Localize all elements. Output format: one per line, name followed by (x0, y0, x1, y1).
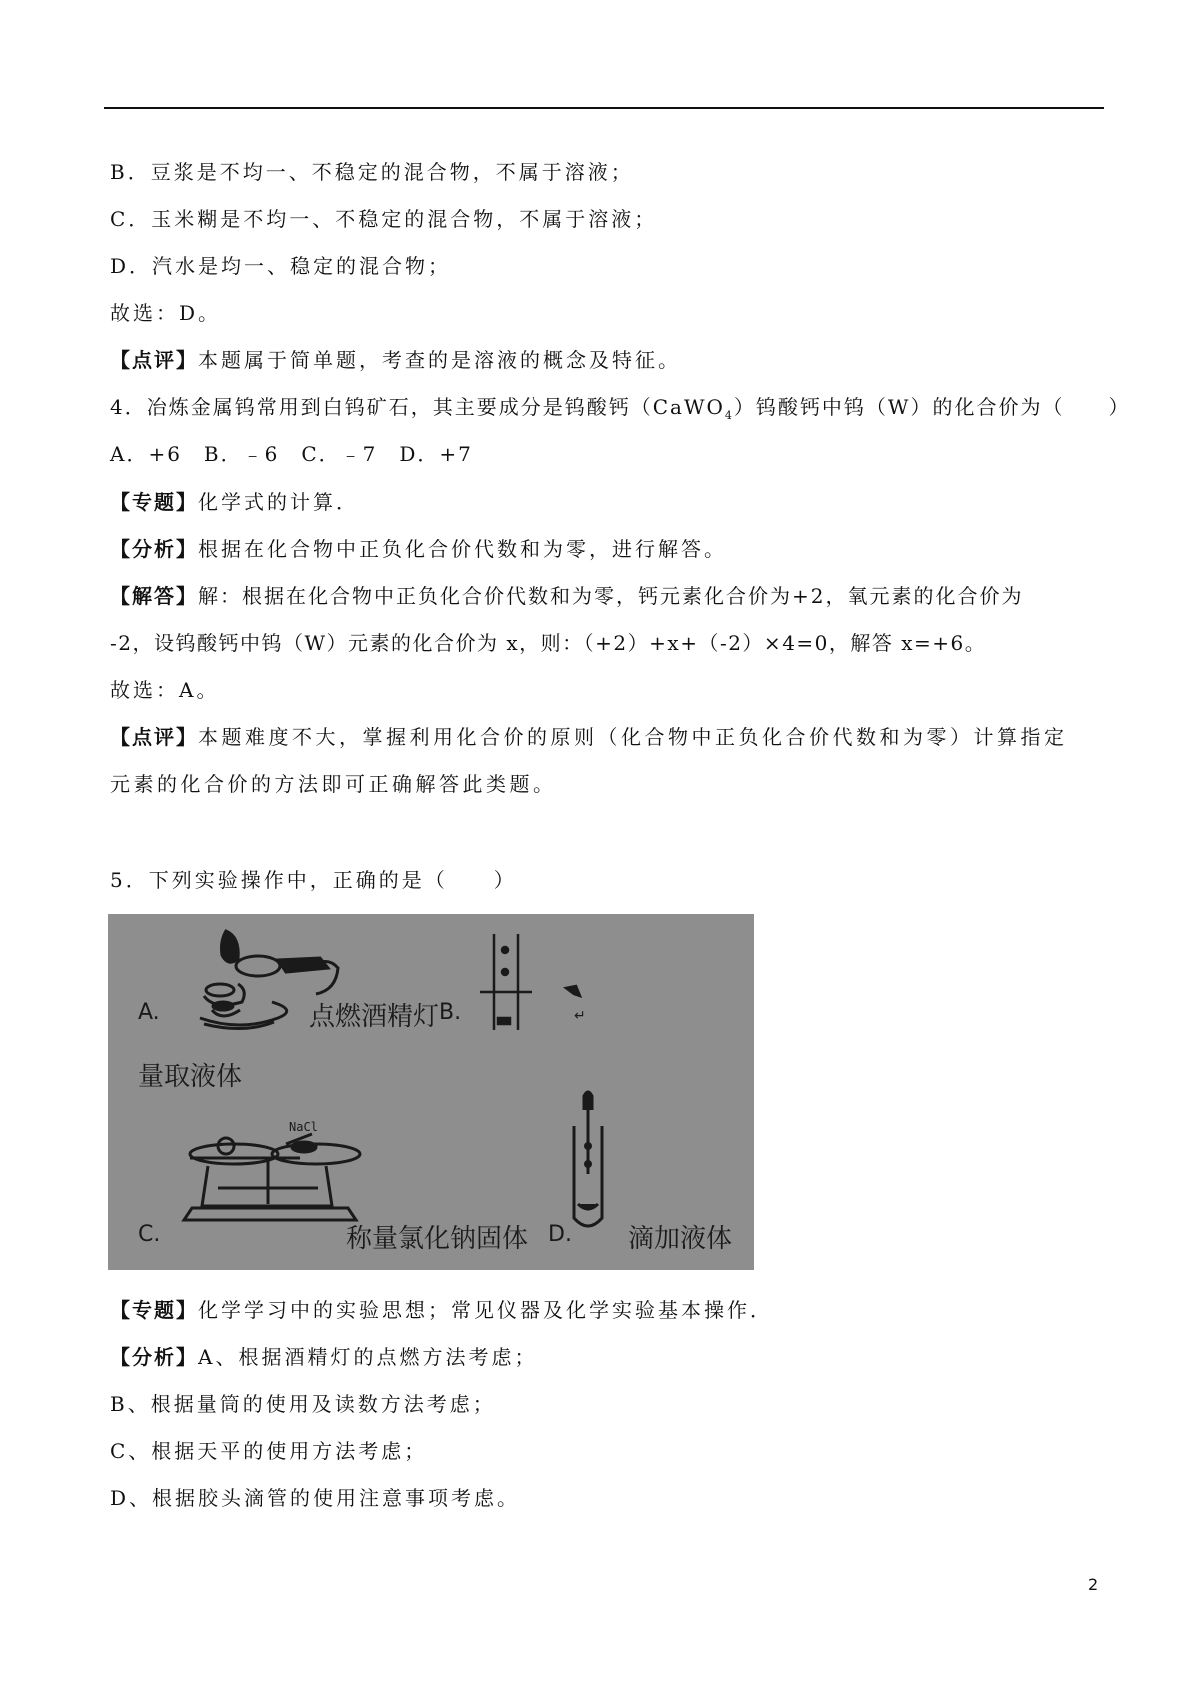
dropper-tube-drawing (574, 1092, 602, 1226)
analysis-c-line: C、根据天平的使用方法考虑； (110, 1439, 428, 1463)
option-a-letter: A. (138, 1000, 160, 1025)
choice-line: 故选：D。 (110, 301, 222, 325)
option-c-label: 称量氯化钠固体 (346, 1224, 529, 1254)
analysis-line (110, 535, 727, 563)
topic-tag: 【专题】 (110, 490, 198, 514)
analysis-line-2 (110, 1343, 537, 1371)
question-5: 5．下列实验操作中，正确的是（ ） (110, 868, 517, 892)
analysis-d-line: D、根据胶头滴管的使用注意事项考虑。 (110, 1486, 521, 1510)
topic-line (110, 488, 359, 516)
solution-line-2: -2，设钨酸钙中钨（W）元素的化合价为 x，则：（+2）+x+（-2）×4=0，解答 x=+6。 (110, 631, 987, 655)
balance-drawing (184, 1134, 360, 1220)
solution-text-1: 解：根据在化合物中正负化合价代数和为零，钙元素化合价为+2，氧元素的化合价为 (198, 584, 1024, 608)
choice-line-2: 故选：A。 (110, 678, 220, 702)
option-c-letter: C. (138, 1222, 161, 1247)
analysis-tag: 【分析】 (110, 537, 198, 561)
solution-tag: 【解答】 (110, 584, 198, 608)
solution-line-1 (110, 582, 1023, 610)
analysis-text-2: A、根据酒精灯的点燃方法考虑； (198, 1345, 538, 1369)
comment-tag: 【点评】 (110, 348, 198, 372)
page-number: 2 (1088, 1575, 1099, 1594)
option-d-letter: D. (548, 1222, 572, 1247)
graduated-cylinder-drawing (480, 934, 580, 1030)
option-b-label: 量取液体 (138, 1062, 243, 1092)
option-d-label: 滴加液体 (628, 1224, 733, 1254)
comment-line-2b: 元素的化合价的方法即可正确解答此类题。 (110, 772, 557, 796)
header-rule (104, 107, 1104, 109)
analysis-tag-2: 【分析】 (110, 1345, 198, 1369)
option-a-label: 点燃酒精灯 (309, 1002, 440, 1032)
q4-text-a: 4．冶炼金属钨常用到白钨矿石，其主要成分是钨酸钙（CaWO (110, 395, 725, 419)
para-mark-b: ↵ (574, 1008, 586, 1024)
q4-subscript: 4 (724, 409, 734, 422)
comment-line (110, 346, 681, 374)
comment-text-2a: 本题难度不大，掌握利用化合价的原则（化合物中正负化合价代数和为零）计算指定 (198, 725, 1068, 749)
topic-line-2 (110, 1296, 773, 1324)
answer-b-line: B．豆浆是不均一、不稳定的混合物，不属于溶液； (110, 160, 634, 184)
answer-d-line: D．汽水是均一、稳定的混合物； (110, 254, 452, 278)
lab-operations-figure (108, 914, 754, 1270)
comment-text: 本题属于简单题，考查的是溶液的概念及特征。 (198, 348, 681, 372)
analysis-b-line: B、根据量筒的使用及读数方法考虑； (110, 1392, 496, 1416)
topic-tag-2: 【专题】 (110, 1298, 198, 1322)
nacl-label: NaCl (289, 1120, 318, 1134)
analysis-text: 根据在化合物中正负化合价代数和为零，进行解答。 (198, 537, 727, 561)
topic-text: 化学式的计算． (198, 490, 359, 514)
comment-line-2 (110, 723, 1068, 751)
question-4 (110, 393, 1130, 430)
question-4-options: A．+6 B．﹣6 C．﹣7 D．+7 (110, 442, 473, 466)
answer-c-line: C．玉米糊是不均一、不稳定的混合物，不属于溶液； (110, 207, 658, 231)
option-b-letter: B. (439, 1000, 462, 1025)
comment-tag-2: 【点评】 (110, 725, 198, 749)
q4-text-b: ）钨酸钙中钨（W）的化合价为（ ） (733, 395, 1131, 419)
topic-text-2: 化学学习中的实验思想；常见仪器及化学实验基本操作． (198, 1298, 773, 1322)
